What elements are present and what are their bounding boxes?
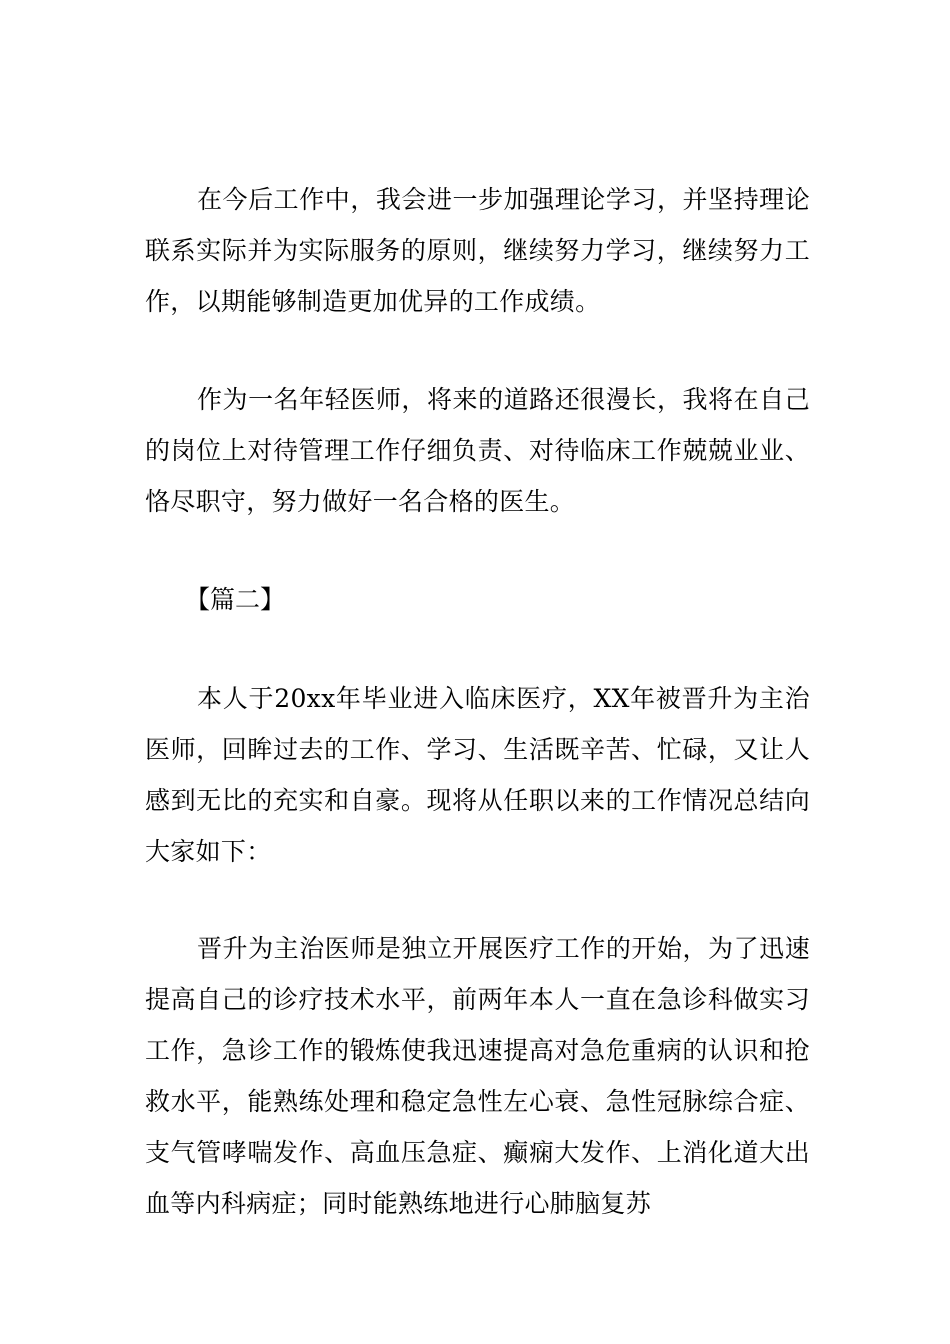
section-heading: 【篇二】 — [185, 585, 286, 614]
paragraph-young-doctor: 作为一名年轻医师，将来的道路还很漫长，我将在自己的岗位上对待管理工作仔细负责、对待临床工作兢兢业业、恪尽职守，努力做好一名合格的医生。 — [145, 385, 810, 516]
paragraph-promotion: 晋升为主治医师是独立开展医疗工作的开始，为了迅速提高自己的诊疗技术水平，前两年本人一直在急诊科做实习工作，急诊工作的锻炼使我迅速提高对急危重病的认识和抢救水平，能熟练处理和稳定急性左心衰、急性冠脉综合症、支气管哮喘发作、高血压急症、癫痫大发作、上消化道大出血等内科病症；同时能熟练地进行心肺脑复苏 — [145, 934, 810, 1218]
paragraph-introduction: 本人于20xx年毕业进入临床医疗，XX年被晋升为主治医师，回眸过去的工作、学习、生活既辛苦、忙碌，又让人感到无比的充实和自豪。现将从任职以来的工作情况总结向大家如下： — [145, 684, 810, 866]
paragraph-future-work: 在今后工作中，我会进一步加强理论学习，并坚持理论联系实际并为实际服务的原则，继续努力学习，继续努力工作，以期能够制造更加优异的工作成绩。 — [145, 185, 810, 316]
